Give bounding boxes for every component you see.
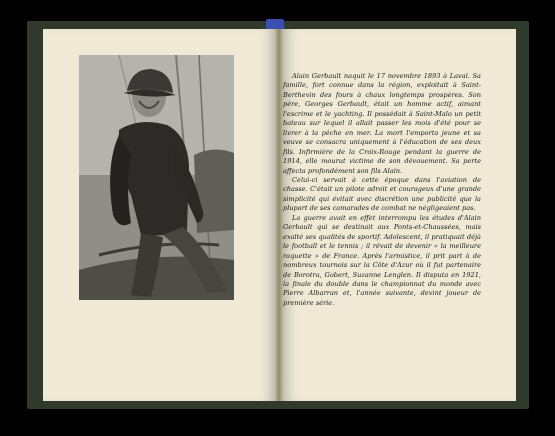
paragraph-3: La guerre avait en effet interrompu les études d'Alain Gerbault qui se destinait aux Ponts-et-Chaussées, mais exalté ses qualités de sportif. Adolescent, il pratiquait déjà le football et le tennis ; il rêvait de devenir « la meilleure raquette » de France. Après l'armistice, il prit part à de nombreux tournois sur la Côte d'Azur où il fut partenaire de Borotra, Gobert, Suzanne Lenglen. Il disputa en 1921, la finale du double dans le championnat du monde avec Pierre Albarran et, l'année suivante, devint joueur de première série. [283, 213, 481, 307]
paragraph-1: Alain Gerbault naquit le 17 novembre 1893 à Laval. Sa famille, fort connue dans la région, exploitait à Saint-Berthevin des fours à chaux longtemps prospères. Son père, Georges Gerbault, était un homme actif, aimant l'escrime et le yachting. Il possédait à Saint-Malo un petit bateau sur lequel il allait passer les mois d'été pour se livrer à la pêche en mer. La mort l'emporta jeune et sa veuve se consacra uniquement à l'éducation de ses deux fils. Infirmière de la Croix-Rouge pendant la guerre de 1914, elle mourut victime de son dévouement. Sa perte affecta profondément son fils Alain. [283, 72, 481, 175]
portrait-photo [79, 55, 234, 300]
biography-text [283, 72, 481, 308]
paragraph-2: Celui-ci servait à cette époque dans l'aviation de chasse. C'était un pilote adroit et courageux d'une grande simplicité qui évitait avec discrétion une publicité que la plupart de ses camarades de combat ne négligeaient pas. [283, 175, 481, 213]
